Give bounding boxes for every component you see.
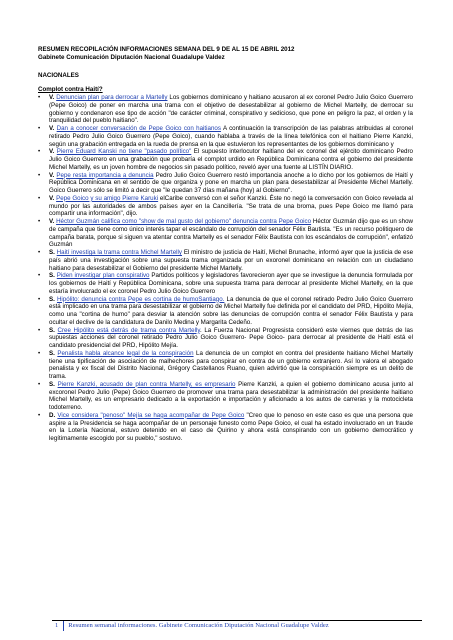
news-item <box>38 249 413 272</box>
source-tag: V. <box>49 171 55 179</box>
bullet-icon: • <box>38 218 41 225</box>
source-tag: S. <box>49 272 55 280</box>
news-item <box>38 195 413 218</box>
news-headline-link[interactable]: Hipólito: denuncia contra Pepe es cortina de humoSantiago. <box>56 295 225 303</box>
news-headline-link[interactable]: Pierre Kanzki, acusado de plan contra Martelly, es empresario <box>57 380 236 388</box>
document-body <box>38 46 413 443</box>
bullet-icon: • <box>38 125 41 132</box>
source-tag: V. <box>49 125 55 132</box>
news-item <box>38 218 413 249</box>
bullet-icon: • <box>38 380 41 388</box>
news-summary: El supuesto interlocutor haitiano del ex coronel del ejército dominicano Pedro Julio Goico Guerrero en una grabación que probaría el complot urdido en República Dominicana contra el gobierno del presidente Michel Martelly, es un joven hombre de negocios sin pasado político, reveló ayer una fuente al LISTÍN DIARIO. <box>49 148 413 171</box>
bullet-icon: • <box>38 295 41 303</box>
source-tag: S. <box>49 326 55 334</box>
bullet-icon: • <box>38 349 41 357</box>
news-summary: Pedro Julio Goico Guerrero restó importancia anoche a lo dicho por los gobiernos de Haití y República Dominicana en el sentido de que organiza y pone en marcha un plan para desestabilizar al Presidente Michel Martelly. Goico Guerrero sólo se limitó a decir que "le quedan 37 días mañana (hoy) al Gobierno". <box>49 171 413 194</box>
news-item <box>38 381 413 412</box>
bullet-icon: • <box>38 411 41 419</box>
footer-text: Resumen semanal informaciones. Gabinete Comunicación Diputación Nacional Guadalupe Valdez <box>68 622 329 629</box>
source-tag: S. <box>49 249 55 256</box>
source-tag: S. <box>49 380 55 388</box>
news-item <box>38 272 413 295</box>
news-headline-link[interactable]: Pierre Eduard Kanski no tiene "pasado político" <box>56 148 192 156</box>
news-summary: La denuncia de un complot en contra del presidente haitiano Michel Martelly tiene una tipificación de asociación de malhechores para conspirar en contra de un gobierno extranjero. Así lo valora el abogado penalista y ex fiscal del Distrito Nacional, Grégory Castellanos Ruano, quien advirtió que la conspiración siempre es un delito de trama. <box>49 349 413 380</box>
news-item <box>38 296 413 327</box>
source-tag: V. <box>49 94 55 101</box>
news-summary: Los gobiernos dominicano y haitiano acusaron al ex coronel Pedro Julio Goico Guerrero (Pepe Goico) de poner en marcha una trama con el objetivo de desestabilizar al gobierno de Michel Martelly, de derrocar su gobierno y condenaron ese tipo de acción "de carácter criminal, conspirativo y sedicioso, que pone en peligro la paz, el orden y la tranquilidad del pueblo haitiano". <box>49 94 414 125</box>
news-item <box>38 94 413 125</box>
news-headline-link[interactable]: Héctor Guzmán califica como "show de mal gusto del gobierno" denuncia contra Pepe Goico <box>56 218 312 225</box>
subsection-title: Complot contra Haití? <box>38 86 103 93</box>
news-headline-link[interactable]: Haití investiga la trama contra Michel Martelly <box>56 249 183 256</box>
news-item <box>38 350 413 381</box>
news-headline-link[interactable]: Pepe Goico y su amigo Pierre Karuki <box>56 194 159 202</box>
news-summary: Pierre Kanzki, a quien el gobierno dominicano acusa junto al excoronel Pedro Julio (Pepe) Goico Guerrero de promover una trama para desestabilizar la administración del presidente haitiano Michel Martelly, es un empresario dedicado a la exportación e importación y aficionado a los autos de carreras y la motocicleta todoterreno. <box>49 380 414 411</box>
news-headline-link[interactable]: Denuncian plan para derrocar a Martelly <box>56 94 168 101</box>
bullet-icon: • <box>38 171 41 179</box>
news-headline-link[interactable]: Vice considera "penoso" Mejía se haga acompañar de Pepe Goico <box>57 411 245 419</box>
source-tag: D. <box>49 411 56 419</box>
source-tag: V. <box>49 148 55 156</box>
news-summary: A continuación la transcripción de las palabras atribuidas al coronel retirado Pedro Julio Goico Guerrero (Pepe Goico), cuando hablaba a través de la línea telefónica con el haitiano Pierre Kanzki, según una grabación entregada en la rueda de prensa en la que estuvieron los representantes de los gobiernos dominicano y <box>49 125 413 148</box>
news-headline-link[interactable]: Dan a conocer conversación de Pepe Goico con haitianos <box>56 125 221 132</box>
news-item <box>38 172 413 195</box>
page-number: 1 <box>52 621 64 631</box>
news-summary: Héctor Guzmán dijo que es un show de campaña que tiene como único interés tapar el escándalo de corrupción del senador Félix Bautista. "Es un recurso politiquero de campaña barata, porque si siguen va atentar contra Martelly es el senador Félix Bautista con los escándalos de corrupción", enfatizó Guzmán <box>49 218 413 249</box>
document-subtitle: Gabinete Comunicación Diputación Nacional Guadalupe Valdez <box>38 54 225 61</box>
news-item <box>38 148 413 171</box>
news-headline-link[interactable]: Cree Hipólito está detrás de trama contra Martelly <box>57 326 200 334</box>
bullet-icon: • <box>38 194 41 202</box>
news-summary: . La Fuerza Nacional Progresista consideró este viernes que detrás de las supuestas acciones del coronel retirado Pedro Julio Goico Guerrero- Pepe Goico- para derrocar al presidente de Haití está el candidato presidencial del PRD, Hipólito Mejía. <box>49 326 413 349</box>
news-item <box>38 125 413 148</box>
source-tag: V. <box>49 218 55 225</box>
news-headline-link[interactable]: Penalista habla alcance legal de la conspiración <box>57 349 194 357</box>
page-footer <box>52 620 422 631</box>
bullet-icon: • <box>38 94 41 101</box>
news-summary: elCaribe conversó con el señor Kanzki. Éste no negó la conversación con Goico revelada al mundo por las autoridades de ambos países ayer en la Cancillería. "Se trata de una broma, pues Pepe Goico me llamó para compartir una información", dijo. <box>49 194 413 218</box>
news-headline-link[interactable]: Pepe resta importancia a denuncia <box>56 171 154 179</box>
news-summary: El ministro de justicia de Haití, Michel Brunache, informó ayer que la justicia de ese país abrió una investigación sobre una supuesta trama organizada por un exoronel dominicano en relación con un ciudadano haitiano para desestabilizar el Gobierno del presidente Michel Martelly. <box>49 249 414 272</box>
news-summary: Partidos políticos y legisladores favorecieron ayer que se investigue la denuncia formulada por los gobiernos de Haití y República Dominicana, sobre una supuesta trama para derrocar al presidente Michel Martelly, en la que estaría involucrado el ex coronel Pedro Julio Goico Guerrero <box>49 272 413 295</box>
document-title: RESUMEN RECOPILACIÓN INFORMACIONES SEMANA DEL 9 DE AL 15 DE ABRIL 2012 <box>38 46 295 53</box>
bullet-icon: • <box>38 249 41 256</box>
news-list <box>38 94 413 443</box>
news-item <box>38 412 413 443</box>
bullet-icon: • <box>38 148 41 156</box>
news-summary: "Creo que lo penoso en este caso es que una persona que aspire a la Presidencia se haga acompañar de un personaje funesto como Pepe Goico, el cual ha estado involucrado en un fraude en la Lotería Nacional, estuvo detenido en el caso de Quirino y ahora está conspirando con un gobierno democrático y legítimamente escogido por su pueblo," sostuvo. <box>49 411 413 442</box>
bullet-icon: • <box>38 326 41 334</box>
source-tag: V. <box>49 194 55 202</box>
news-headline-link[interactable]: Piden investigar plan conspirativo <box>56 272 150 280</box>
source-tag: S. <box>49 295 55 303</box>
bullet-icon: • <box>38 272 41 280</box>
section-title: NACIONALES <box>38 72 79 79</box>
news-summary: La denuncia de que el coronel retirado Pedro Julio Goico Guerrero está implicado en una trama para desestabilizar el gobierno de Michel Martelly fue definida por el candidato del PRD, Hipólito Mejía, como una "cortina de humo" para desviar la atención sobre las denuncias de corrupción contra el senador Félix Bautista y para ocultar el declive de la candidatura de Danilo Medina y Margarita Cedeño. <box>49 295 413 326</box>
source-tag: S. <box>49 349 55 357</box>
news-item <box>38 327 413 350</box>
